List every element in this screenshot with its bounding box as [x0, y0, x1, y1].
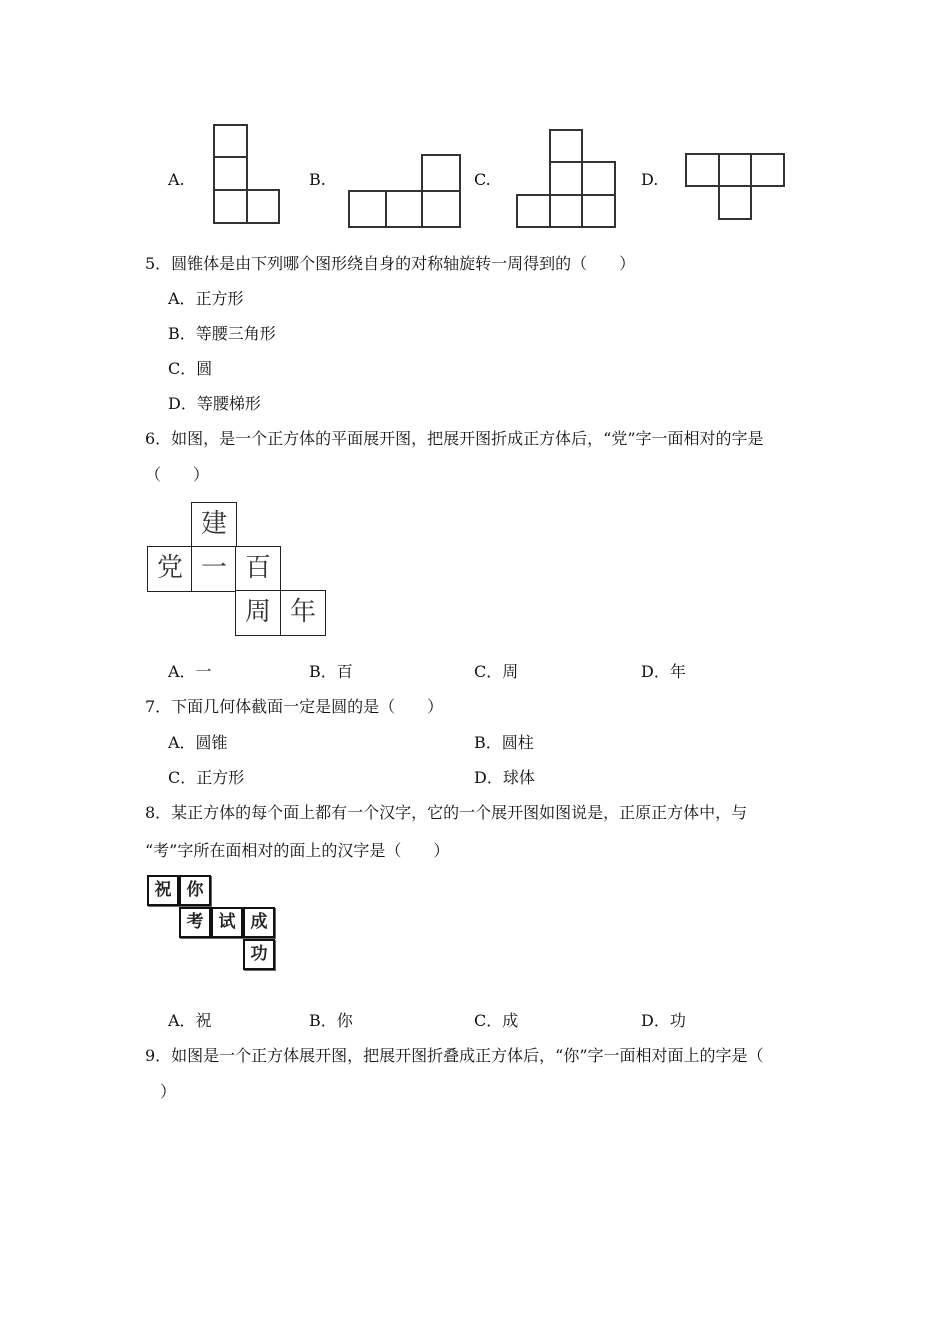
q4-option-d-label: D. — [641, 170, 659, 189]
q6-option-a: A．一 — [168, 662, 212, 681]
q9-stem: 9．如图是一个正方体展开图，把展开图折叠成正方体后，“你”字一面相对面上的字是（ — [145, 1046, 764, 1065]
q8-stem: 8．某正方体的每个面上都有一个汉字，它的一个展开图如图说是，正原正方体中，与 — [145, 803, 748, 822]
q6-stem: 6．如图，是一个正方体的平面展开图，把展开图折成正方体后，“党”字一面相对的字是 — [145, 429, 764, 448]
q8-option-b: B．你 — [309, 1011, 353, 1030]
net-face: 试 — [211, 907, 243, 938]
q8-option-c: C．成 — [474, 1011, 519, 1030]
net-face: 建 — [191, 502, 237, 548]
square — [549, 194, 583, 228]
q7-option-c: C．正方形 — [168, 768, 245, 787]
net-face: 成 — [243, 907, 275, 938]
net-face: 祝 — [147, 875, 179, 906]
q9-stem-continuation: ） — [160, 1082, 177, 1101]
square — [549, 161, 583, 196]
square — [246, 189, 280, 224]
square — [213, 156, 248, 191]
net-face: 一 — [191, 546, 237, 592]
q7-option-d: D．球体 — [474, 768, 535, 787]
square — [549, 129, 583, 163]
square — [421, 190, 461, 228]
net-face: 考 — [179, 907, 211, 938]
square — [718, 185, 752, 220]
q8-stem-continuation: “考”字所在面相对的面上的汉字是（ ） — [145, 841, 450, 860]
q5-option-a: A．正方形 — [168, 289, 244, 308]
square — [750, 153, 785, 187]
q5-option-d: D．等腰梯形 — [168, 394, 261, 413]
q7-option-a: A．圆锥 — [168, 733, 228, 752]
q5-stem: 5．圆锥体是由下列哪个图形绕自身的对称轴旋转一周得到的（ ） — [145, 254, 636, 273]
q6-stem-continuation: （ ） — [145, 465, 210, 484]
square — [385, 190, 423, 228]
q5-option-b: B．等腰三角形 — [168, 324, 276, 343]
net-face: 百 — [235, 546, 281, 592]
net-face: 党 — [147, 546, 193, 592]
q4-option-c-label: C. — [474, 170, 491, 189]
q7-option-b: B．圆柱 — [474, 733, 534, 752]
q4-option-b-label: B. — [309, 170, 326, 189]
square — [213, 124, 248, 158]
square — [685, 153, 720, 187]
q7-stem: 7．下面几何体截面一定是圆的是（ ） — [145, 697, 444, 716]
square — [421, 154, 461, 192]
square — [718, 153, 752, 187]
square — [516, 194, 551, 228]
net-face: 周 — [235, 590, 281, 636]
net-face: 你 — [179, 875, 211, 906]
net-face: 年 — [280, 590, 326, 636]
square — [213, 189, 248, 224]
q5-option-c: C．圆 — [168, 359, 213, 378]
square — [348, 190, 387, 228]
q6-option-b: B．百 — [309, 662, 353, 681]
square — [581, 161, 616, 196]
q8-option-a: A．祝 — [168, 1011, 212, 1030]
q6-option-d: D．年 — [641, 662, 686, 681]
q8-option-d: D．功 — [641, 1011, 686, 1030]
square — [581, 194, 616, 228]
net-face: 功 — [243, 939, 275, 970]
q4-option-a-label: A. — [168, 170, 185, 189]
q6-option-c: C．周 — [474, 662, 519, 681]
